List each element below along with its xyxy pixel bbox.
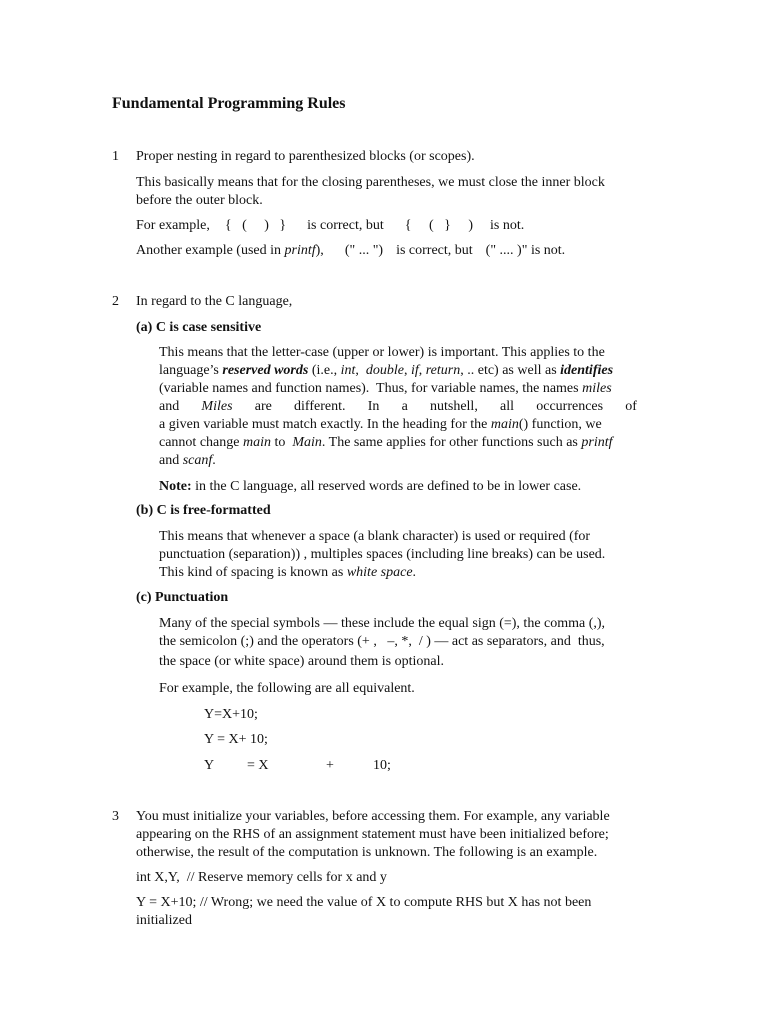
text-span: , [403,363,411,378]
case-paragraph-line-4 [159,398,637,416]
word: all [500,399,515,414]
example-1-end: is not. [490,218,525,233]
section-2-number: 2 [112,294,119,309]
code-example-3-part-2: = X [247,758,269,773]
example-2-label: Another example (used in [136,243,282,258]
note [159,478,581,496]
punctuation-line-2: the semicolon (;) and the operators (+ , –, *, / ) — act as separators, and thus, [159,634,605,649]
text-span: . [412,565,417,580]
text-span: , [418,363,426,378]
case-paragraph-line-6 [159,434,613,452]
section-3-line-3: otherwise, the result of the computation is unknown. The following is an example. [136,845,598,860]
section-1-intro: Proper nesting in regard to parenthesized blocks (or scopes). [136,149,475,164]
text-span: to [270,435,293,450]
keyword-if: if [410,363,419,378]
example-2-after: ), [315,243,324,258]
reserved-words-term: reserved words [222,363,309,378]
func-printf: printf [581,435,613,450]
word: occurrences [536,399,604,414]
word: are [254,399,272,414]
example-2-middle-text: is correct, but [396,243,473,258]
punctuation-line-3: the space (or white space) around them is optional. [159,654,444,669]
section-1-number: 1 [112,149,119,164]
text-span: . [212,453,216,468]
example-1-correct-code: { ( ) } [224,218,287,233]
code-example-3-part-3: + [326,758,334,773]
code-example-3-part-1: Y [204,758,215,773]
case-paragraph-line-3 [159,380,612,398]
punctuation-line-4: For example, the following are all equivalent. [159,681,415,696]
section-3-line-2: appearing on the RHS of an assignment statement must have been initialized before; [136,827,609,842]
identifies-term: identifies [560,363,614,378]
text-span: and [159,453,183,468]
example-2 [136,242,565,260]
var-Miles: Miles [201,399,233,414]
func-scanf: scanf [182,453,213,468]
example-2-function: printf [284,243,316,258]
subheading-punctuation: (c) Punctuation [136,590,229,605]
free-format-line-2: punctuation (separation)) , multiples spaces (including line breaks) can be used. [159,547,606,562]
free-format-line-1: This means that whenever a space (a blank character) is used or required (for [159,529,591,544]
example-1-wrong-code: { ( } ) [404,218,473,233]
subheading-case-sensitive: (a) C is case sensitive [136,320,262,335]
keyword-double: double [365,363,404,378]
text-span: This kind of spacing is known as [159,565,347,580]
word: and [159,399,180,414]
code-example-1: Y=X+10; [204,707,258,722]
text-span: , [355,363,366,378]
text-span: cannot change [159,435,243,450]
example-2-end: is not. [530,243,566,258]
text-span: (i.e., [308,363,341,378]
example-1 [136,217,524,235]
case-paragraph-line-2 [159,362,613,380]
var-miles: miles [582,381,612,396]
text-span: , .. etc) as well as [460,363,561,378]
text-span: () function, we [518,417,602,432]
text-span: a given variable must match exactly. In the heading for the [159,417,491,432]
example-1-middle-text: is correct, but [307,218,384,233]
case-paragraph-line-5 [159,416,602,434]
note-label: Note: [159,479,192,494]
word: of [625,399,637,414]
page-title: Fundamental Programming Rules [112,95,346,112]
section-3-code-2: Y = X+10; // Wrong; we need the value of X to compute RHS but X has not been [136,895,592,910]
section-3-code-1: int X,Y, // Reserve memory cells for x and y [136,870,387,885]
section-1-paragraph-line-2: before the outer block. [136,193,263,208]
text-span: (variable names and function names). Thus, for variable names, the names [159,381,583,396]
section-1-paragraph-line-1: This basically means that for the closing parentheses, we must close the inner block [136,175,605,190]
case-paragraph-line-7 [159,452,216,470]
word: nutshell, [429,399,478,414]
section-2-intro: In regard to the C language, [136,294,293,309]
case-paragraph-line-1: This means that the letter-case (upper or lower) is important. This applies to the [159,345,605,360]
example-2-wrong-code: (" .... )" [485,243,528,258]
word: a [401,399,408,414]
code-example-2: Y = X+ 10; [204,732,268,747]
text-span: . The same applies for other functions such as [321,435,582,450]
word: In [367,399,380,414]
example-2-correct-code: (" ... ") [344,243,384,258]
func-main: main [490,417,519,432]
word: different. [294,399,346,414]
section-3-line-1: You must initialize your variables, before accessing them. For example, any variable [136,809,610,824]
func-Main: Main [292,435,322,450]
code-example-3-part-4: 10; [373,758,391,773]
keyword-return: return [425,363,461,378]
free-format-line-3 [159,564,416,582]
func-main: main [242,435,271,450]
section-3-code-3: initialized [136,913,192,928]
white-space-term: white space [346,565,413,580]
subheading-free-formatted: (b) C is free-formatted [136,503,271,518]
punctuation-line-1: Many of the special symbols — these include the equal sign (=), the comma (,), [159,616,606,631]
example-1-label: For example, [136,218,210,233]
note-text: in the C language, all reserved words are defined to be in lower case. [191,479,582,494]
keyword-int: int [340,363,356,378]
section-3-number: 3 [112,809,119,824]
text-span: language’s [159,363,223,378]
